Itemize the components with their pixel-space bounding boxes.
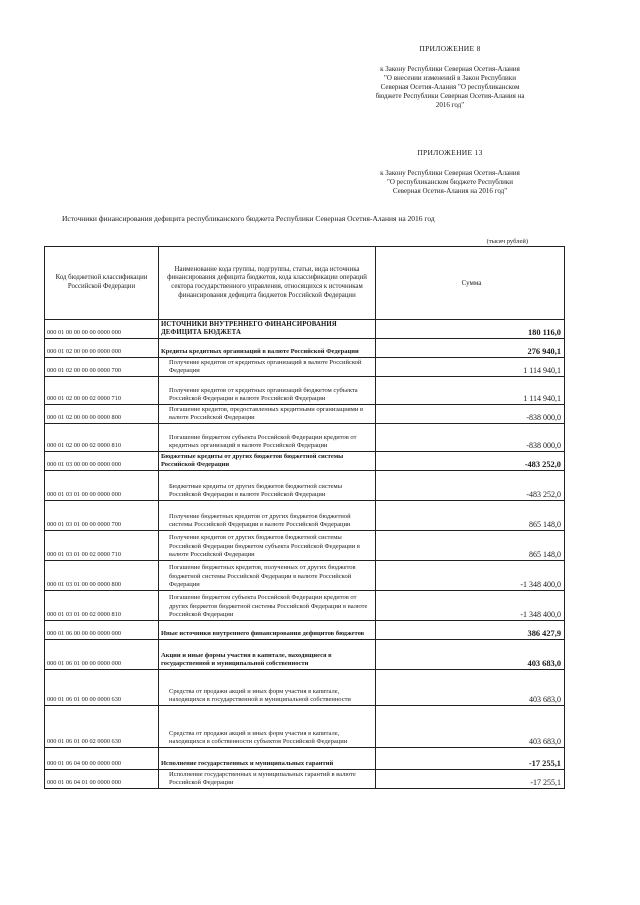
document-title: Источники финансирования дефицита республиканского бюджета Республики Северная Осетия-Алания на 2016 год [62, 214, 435, 223]
row-name: Погашение бюджетных кредитов, полученных от других бюджетов бюджетной системы Российской Федерации в валюте Российской Федерации [159, 561, 376, 591]
row-sum: -1 348 400,0 [376, 591, 565, 621]
table-header-row [45, 247, 565, 320]
appendix-8-line: к Закону Республики Северная Осетия-Алания [380, 65, 520, 73]
table-row [45, 405, 565, 424]
row-name: Средства от продажи акций и иных форм участия в капитале, находящихся в государственной и муниципальной собственности [159, 670, 376, 706]
row-code: 000 01 03 00 00 00 0000 000 [45, 452, 159, 471]
row-name: Получение кредитов от кредитных организаций в валюте Российской Федерации [159, 358, 376, 377]
row-name: Бюджетные кредиты от других бюджетов бюджетной системы Российской Федерации в валюте Российской Федерации [159, 471, 376, 501]
row-name: Акции и иные формы участия в капитале, находящиеся в государственной и муниципальной собственности [159, 640, 376, 670]
row-code: 000 01 03 01 00 02 0000 810 [45, 591, 159, 621]
row-sum: -483 252,0 [376, 452, 565, 471]
row-code: 000 01 06 04 01 00 0000 000 [45, 770, 159, 789]
row-code: 000 01 06 01 00 00 0000 630 [45, 670, 159, 706]
row-code: 000 01 03 01 00 00 0000 000 [45, 471, 159, 501]
table-row [45, 531, 565, 561]
appendix-8-line: "О внесении изменений в Закон Республики [384, 74, 516, 82]
row-sum: 865 148,0 [376, 501, 565, 531]
row-name: Исполнение государственных и муниципальных гарантий [159, 748, 376, 770]
appendix-13-header [330, 148, 570, 196]
row-code: 000 01 02 00 00 00 0000 800 [45, 405, 159, 424]
row-name: Погашение кредитов, предоставленных кредитными организациями в валюте Российской Федерации [159, 405, 376, 424]
table-row [45, 561, 565, 591]
row-sum: 1 114 940,1 [376, 358, 565, 377]
row-code: 000 01 06 01 00 00 0000 000 [45, 640, 159, 670]
row-sum: -838 000,0 [376, 405, 565, 424]
header-sum: Сумма [376, 247, 565, 320]
row-name: Кредиты кредитных организаций в валюте Российской Федерации [159, 339, 376, 358]
row-code: 000 01 02 00 00 02 0000 810 [45, 424, 159, 452]
row-sum: 180 116,0 [376, 320, 565, 339]
header-name: Наименование кода группы, подгруппы, статьи, вида источника финансирования дефицита бюджетов, кода классификации операций сектора государственного управления, относящихся к источникам финансирования дефицита бюджетов Российской Федерации [159, 247, 376, 320]
table-row [45, 706, 565, 748]
appendix-8-title: ПРИЛОЖЕНИЕ 8 [419, 44, 481, 53]
units-note: (тысяч рублей) [486, 238, 528, 245]
row-code: 000 01 06 01 00 02 0000 630 [45, 706, 159, 748]
table-row [45, 501, 565, 531]
row-sum: -483 252,0 [376, 471, 565, 501]
table-row [45, 748, 565, 770]
row-sum: -838 000,0 [376, 424, 565, 452]
row-name: Исполнение государственных и муниципальных гарантий в валюте Российской Федерации [159, 770, 376, 789]
table-row [45, 471, 565, 501]
row-sum: -1 348 400,0 [376, 561, 565, 591]
table-row [45, 377, 565, 405]
table-row [45, 670, 565, 706]
row-code: 000 01 06 04 00 00 0000 000 [45, 748, 159, 770]
row-code: 000 01 00 00 00 00 0000 000 [45, 320, 159, 339]
table-row [45, 452, 565, 471]
row-code: 000 01 02 00 00 00 0000 000 [45, 339, 159, 358]
row-code: 000 01 03 01 00 00 0000 700 [45, 501, 159, 531]
row-name: Погашение бюджетом субъекта Российской Федерации кредитов от кредитных организаций в валюте Российской Федерации [159, 424, 376, 452]
row-sum: -17 255,1 [376, 770, 565, 789]
row-name: ИСТОЧНИКИ ВНУТРЕННЕГО ФИНАНСИРОВАНИЯ ДЕФИЦИТА БЮДЖЕТА [159, 320, 376, 339]
financing-sources-table [44, 246, 565, 789]
table-row [45, 339, 565, 358]
table-row [45, 358, 565, 377]
table-row [45, 424, 565, 452]
row-code: 000 01 02 00 00 02 0000 710 [45, 377, 159, 405]
row-sum: 403 683,0 [376, 706, 565, 748]
row-code: 000 01 02 00 00 00 0000 700 [45, 358, 159, 377]
table-row [45, 621, 565, 640]
row-sum: 403 683,0 [376, 670, 565, 706]
appendix-13-title: ПРИЛОЖЕНИЕ 13 [417, 148, 483, 157]
appendix-8-line: 2016 год" [435, 101, 465, 109]
table-row [45, 320, 565, 339]
row-name: Получение бюджетных кредитов от других бюджетов бюджетной системы Российской Федерации в валюте Российской Федерации [159, 501, 376, 531]
row-sum: 865 148,0 [376, 531, 565, 561]
row-sum: 276 940,1 [376, 339, 565, 358]
row-sum: 386 427,9 [376, 621, 565, 640]
appendix-8-header [330, 44, 570, 110]
row-name: Погашение бюджетом субъекта Российской Федерации кредитов от других бюджетов бюджетной системы Российской Федерации в валюте Российской Федерации [159, 591, 376, 621]
row-name: Иные источники внутреннего финансирования дефицитов бюджетов [159, 621, 376, 640]
row-sum: 403 683,0 [376, 640, 565, 670]
appendix-8-line: бюджете Республики Северная Осетия-Алания на [375, 92, 525, 100]
row-name: Получение кредитов от кредитных организаций бюджетом субъекта Российской Федерации в валюте Российской Федерации [159, 377, 376, 405]
appendix-13-line: Северная Осетия-Алания на 2016 год" [392, 187, 508, 195]
table-row [45, 640, 565, 670]
header-code: Код бюджетной классификации Российской Федерации [45, 247, 159, 320]
table-row [45, 591, 565, 621]
appendix-8-line: Северная Осетия-Алания "О республиканском [380, 83, 520, 91]
row-code: 000 01 06 00 00 00 0000 000 [45, 621, 159, 640]
row-name: Средства от продажи акций и иных форм участия в капитале, находящихся в собственности субъектов Российской Федерации [159, 706, 376, 748]
row-name: Получение кредитов от других бюджетов бюджетной системы Российской Федерации бюджетом субъекта Российской Федерации в валюте Российской Федерации [159, 531, 376, 561]
row-code: 000 01 03 01 00 00 0000 800 [45, 561, 159, 591]
table-row [45, 770, 565, 789]
row-name: Бюджетные кредиты от других бюджетов бюджетной системы Российской Федерации [159, 452, 376, 471]
row-sum: 1 114 940,1 [376, 377, 565, 405]
row-sum: -17 255,1 [376, 748, 565, 770]
row-code: 000 01 03 01 00 02 0000 710 [45, 531, 159, 561]
appendix-13-line: "О республиканском бюджете Республики [386, 178, 514, 186]
appendix-13-line: к Закону Республики Северная Осетия-Алания [380, 169, 520, 177]
